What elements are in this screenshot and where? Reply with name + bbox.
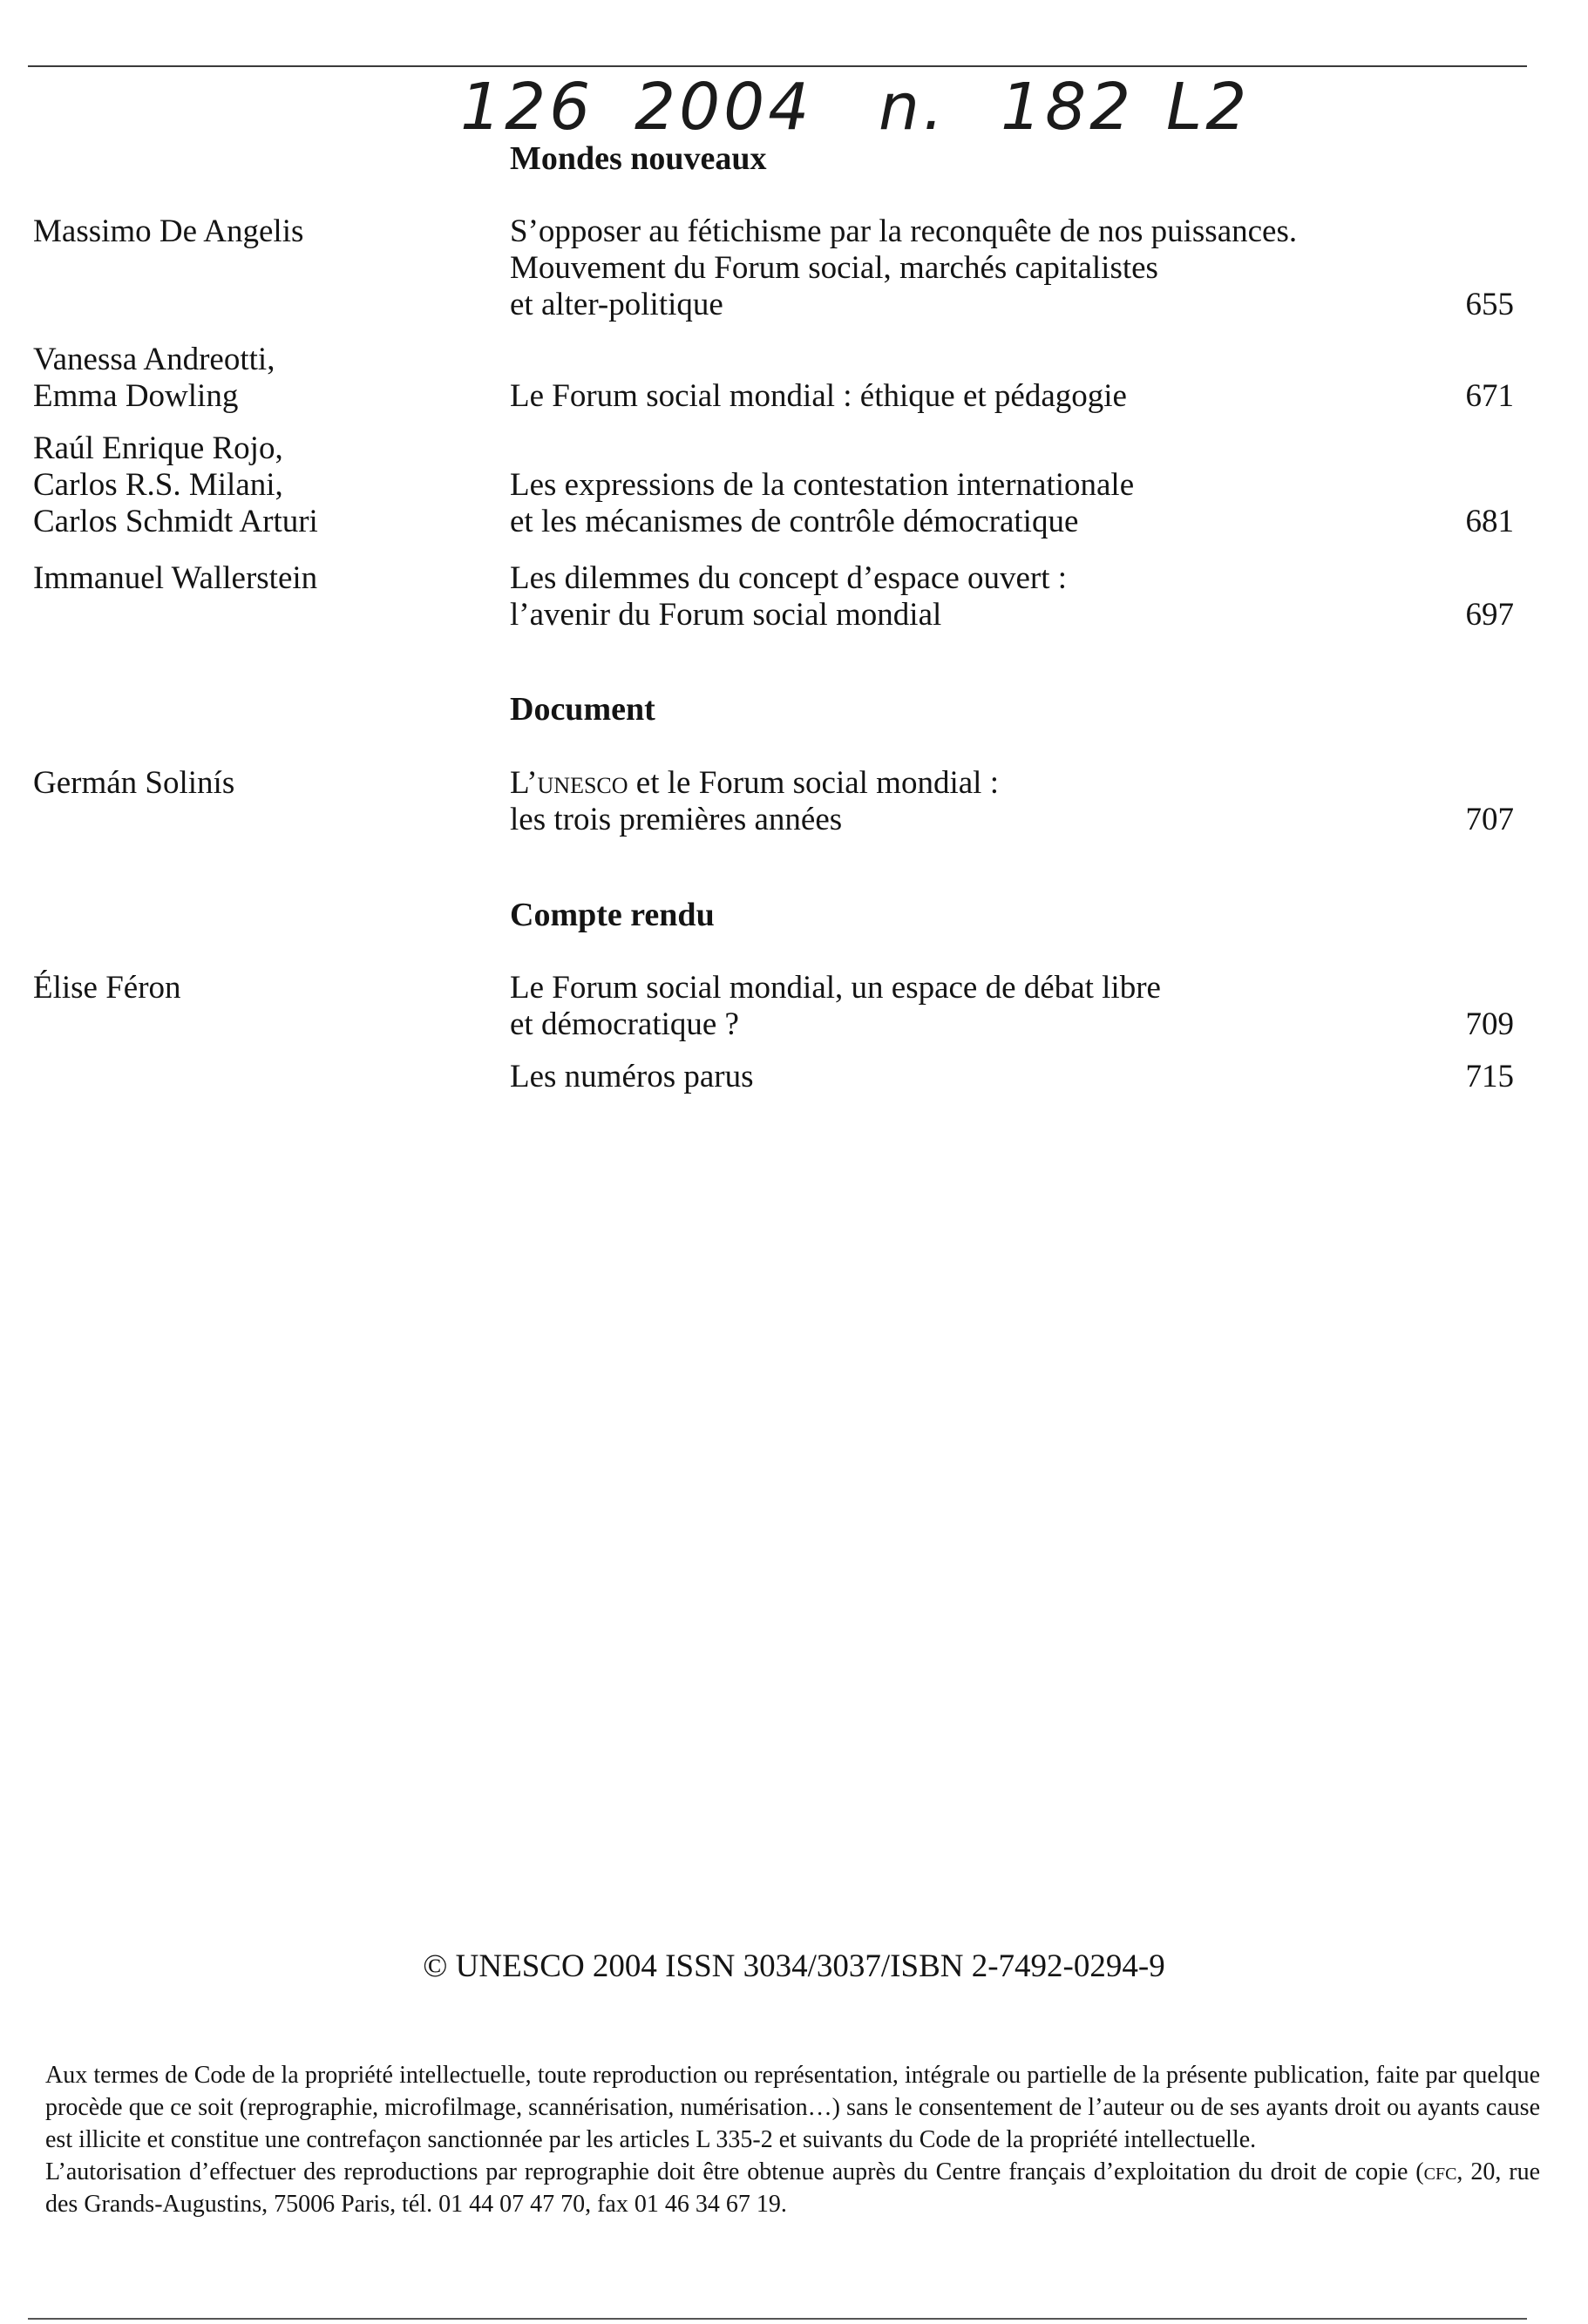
legal-text: L’autorisation d’effectuer des reproductions par reprographie doit être obtenue auprès du Centre français d’exploitation du droit de copie ( bbox=[45, 2158, 1424, 2185]
entry-author: Immanuel Wallerstein bbox=[33, 560, 318, 596]
entry-page: 709 bbox=[1465, 1006, 1514, 1042]
entry-page: 707 bbox=[1465, 802, 1514, 837]
entry-page: 671 bbox=[1465, 378, 1514, 414]
entry-title: Le Forum social mondial : éthique et pédagogie bbox=[510, 378, 1127, 414]
handwritten-part: L2 bbox=[1166, 70, 1251, 145]
title-line2: les trois premières années bbox=[510, 802, 843, 837]
entry-page: 655 bbox=[1465, 287, 1514, 322]
entry-title: Les numéros parus bbox=[510, 1059, 754, 1094]
entry-author: Raúl Enrique Rojo, Carlos R.S. Milani, Carlos Schmidt Arturi bbox=[33, 430, 318, 539]
legal-notice bbox=[45, 2059, 1540, 2220]
handwritten-part: 182 bbox=[1001, 70, 1135, 145]
entry-page: 697 bbox=[1465, 597, 1514, 633]
copyright-line: © UNESCO 2004 ISSN 3034/3037/ISBN 2-7492-0294-9 bbox=[423, 1948, 1165, 1984]
entry-author: Germán Solinís bbox=[33, 765, 235, 801]
entry-author: Élise Féron bbox=[33, 970, 181, 1006]
section-heading-compte-rendu: Compte rendu bbox=[510, 897, 715, 933]
entry-page: 681 bbox=[1465, 504, 1514, 539]
legal-paragraph bbox=[45, 2156, 1540, 2220]
cfc-smallcaps: cfc bbox=[1423, 2158, 1457, 2185]
handwritten-part: 2004 bbox=[635, 70, 813, 145]
handwritten-part: 126 bbox=[460, 70, 594, 145]
entry-author: Vanessa Andreotti, Emma Dowling bbox=[33, 342, 275, 414]
title-prefix: L’ bbox=[510, 765, 538, 801]
handwritten-part: n. bbox=[879, 70, 947, 145]
legal-text: , 20, rue des Grands-Augustins, 75006 Paris, tél. 01 44 07 47 70, fax 01 46 34 67 19. bbox=[45, 2158, 1540, 2218]
section-heading-document: Document bbox=[510, 691, 655, 728]
title-line1-rest: et le Forum social mondial : bbox=[628, 765, 999, 801]
entry-title: S’opposer au fétichisme par la reconquête de nos puissances. Mouvement du Forum social, marchés capitalistes et alter-politique bbox=[510, 213, 1298, 322]
entry-page: 715 bbox=[1465, 1059, 1514, 1094]
unesco-smallcaps: unesco bbox=[537, 765, 628, 801]
entry-title: Le Forum social mondial, un espace de débat libre et démocratique ? bbox=[510, 970, 1161, 1042]
legal-paragraph: Aux termes de Code de la propriété intellectuelle, toute reproduction ou représentation, intégrale ou partielle de la présente publication, faite par quelque procède que ce soit (reprographie, microfilmage, scannérisation, numérisation…) sans le consentement de l’auteur ou de ses ayants droit ou ayants cause est illicite et constitue une contrefaçon sanctionnée par les articles L 335-2 et suivants du Code de la propriété intellectuelle. bbox=[45, 2062, 1540, 2153]
entry-author: Massimo De Angelis bbox=[33, 213, 304, 249]
entry-title: Les expressions de la contestation internationale et les mécanismes de contrôle démocratique bbox=[510, 467, 1135, 539]
bottom-rule bbox=[28, 2318, 1527, 2320]
section-heading-mondes-nouveaux: Mondes nouveaux bbox=[510, 140, 767, 177]
entry-title bbox=[510, 765, 1434, 838]
entry-title: Les dilemmes du concept d’espace ouvert : l’avenir du Forum social mondial bbox=[510, 560, 1068, 633]
